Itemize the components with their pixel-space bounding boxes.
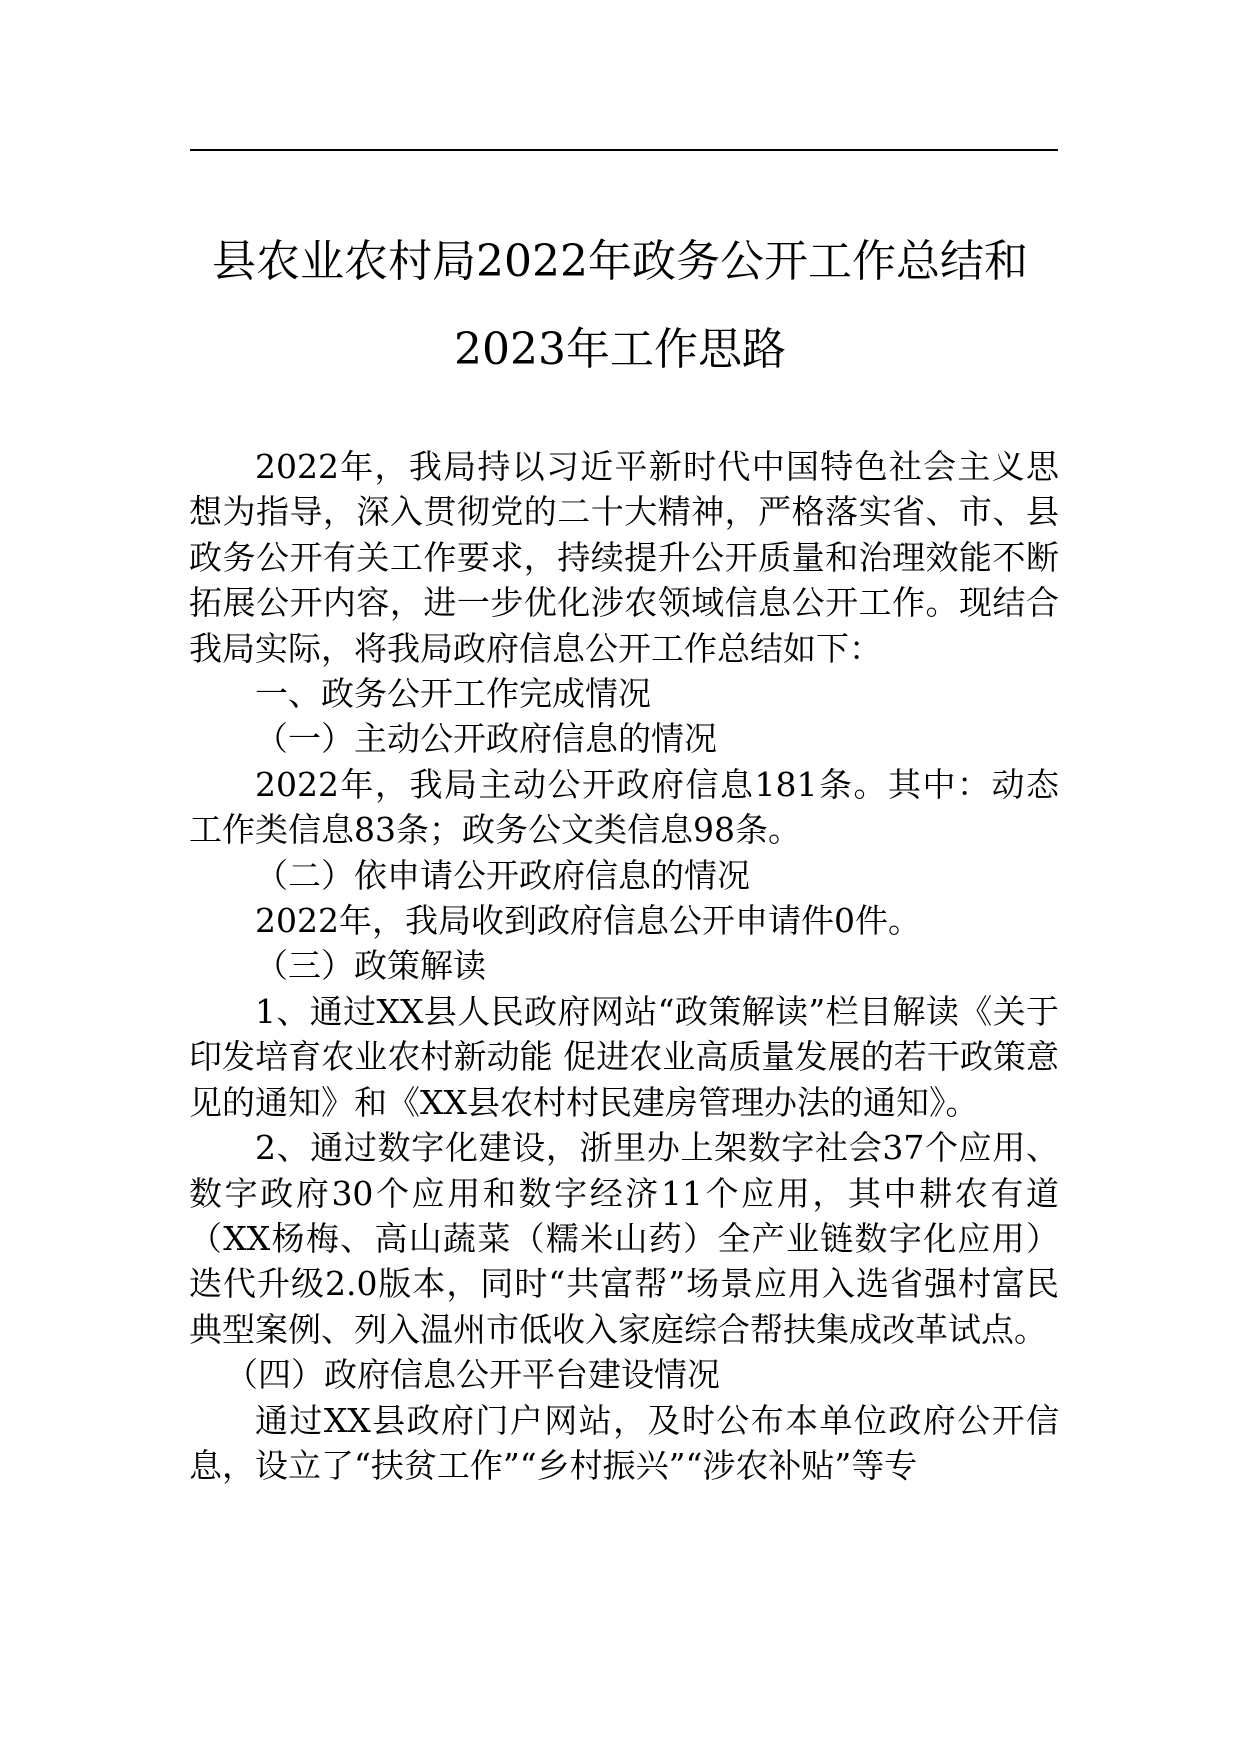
platform-construction-paragraph: 通过XX县政府门户网站，及时公布本单位政府公开信息，设立了“扶贫工作”“乡村振兴”“涉农补贴”等专 xyxy=(189,1400,1059,1485)
subsection-heading-2: （二）依申请公开政府信息的情况 xyxy=(255,855,750,895)
policy-interpretation-item-1: 1、通过XX县人民政府网站“政策解读”栏目解读《关于印发培育农业农村新动能 促进农业高质量发展的若干政策意见的通知》和《XX县农村村民建房管理办法的通知》。 xyxy=(189,991,1059,1122)
intro-paragraph: 2022年，我局持以习近平新时代中国特色社会主义思想为指导，深入贯彻党的二十大精神，严格落实省、市、县政务公开有关工作要求，持续提升公开质量和治理效能不断拓展公开内容，进一步优化涉农领域信息公开工作。现结合我局实际，将我局政府信息公开工作总结如下： xyxy=(189,447,1059,668)
active-disclosure-paragraph: 2022年，我局主动公开政府信息181条。其中：动态工作类信息83条；政务公文类信息98条。 xyxy=(189,764,1059,850)
subsection-heading-1: （一）主动公开政府信息的情况 xyxy=(255,719,717,759)
document-body xyxy=(189,444,1059,1488)
document-title-line-2: 2023年工作思路 xyxy=(454,324,786,375)
document-title-line-1: 县农业农村局2022年政务公开工作总结和 xyxy=(212,236,1028,287)
application-disclosure-paragraph: 2022年，我局收到政府信息公开申请件0件。 xyxy=(255,901,921,941)
policy-interpretation-item-2: 2、通过数字化建设，浙里办上架数字社会37个应用、数字政府30个应用和数字经济11个应用，其中耕农有道（XX杨梅、高山蔬菜（糯米山药）全产业链数字化应用）迭代升级2.0版本，同时“共富帮”场景应用入选省强村富民典型案例、列入温州市低收入家庭综合帮扶集成改革试点。 xyxy=(189,1128,1059,1349)
subsection-heading-4: （四）政府信息公开平台建设情况 xyxy=(225,1355,720,1395)
header-rule xyxy=(190,149,1058,151)
subsection-heading-3: （三）政策解读 xyxy=(255,946,486,986)
section-heading-1: 一、政务公开工作完成情况 xyxy=(255,674,651,714)
